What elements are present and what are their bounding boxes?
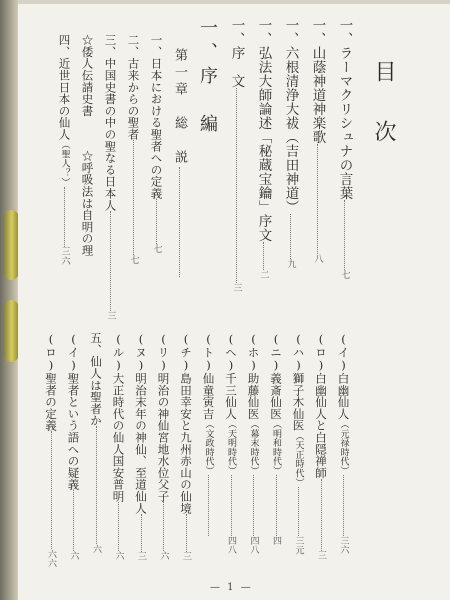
toc-entry-text: (ニ)義斎仙医 <box>269 332 283 420</box>
toc-entry: 一、ラーマクリシュナの言葉七 <box>336 18 353 280</box>
toc-entry-text: (イ)白幽仙人 <box>336 332 351 420</box>
leader-dots <box>253 475 254 536</box>
leader-dots <box>141 514 142 552</box>
toc-entry-text: (ハ)獅子木仙医 <box>291 332 306 432</box>
toc-entry-text: (ル)大正時代の仙人国安普明 <box>111 332 126 503</box>
leader-dots <box>118 502 119 551</box>
toc-entry-page: 三元 <box>293 536 304 555</box>
toc-entry <box>225 332 237 555</box>
section-four-heading: 四、近世日本の仙人（聖人？）三六 <box>57 34 72 266</box>
binder-ring <box>3 210 19 280</box>
toc-entry: 一、山蔭神道神楽歌八 <box>309 18 326 264</box>
toc-entry-era: （明和時代） <box>271 419 281 476</box>
part-heading: 一、序 編 <box>197 18 218 138</box>
toc-subentry: ☆倭人伝請史書 <box>80 34 95 117</box>
toc-entry: 一、序 文三 <box>228 18 245 293</box>
page-number: — 1 — <box>210 582 253 593</box>
toc-entry-era: （天正時代） <box>293 431 304 488</box>
toc-entry-era: （天明時代） <box>226 419 236 476</box>
toc-entry-text: (ロ)白幽仙人と白隠禅師 <box>314 332 328 479</box>
leader-dots <box>276 475 277 536</box>
toc-entry-page: 六 <box>158 551 169 561</box>
toc-entry: 一、日本における聖者への定義七 <box>149 34 164 254</box>
toc-entry <box>135 332 147 561</box>
toc-entry-text: (ロ)聖者の定義 <box>44 332 58 432</box>
toc-title: 目 次 <box>371 60 396 150</box>
toc-entry-era: （幕末時代） <box>248 419 259 476</box>
toc-entry <box>45 332 57 568</box>
toc-entry-text: (ホ)助藤仙医 <box>246 332 261 420</box>
toc-entry-page: 六六 <box>46 549 56 569</box>
leader-dots <box>231 475 232 536</box>
toc-entry-page: 六 <box>113 551 124 561</box>
leader-dots <box>73 490 74 551</box>
leader-dots <box>96 426 97 544</box>
toc-entry-page: 三六 <box>338 535 349 555</box>
toc-entry <box>112 332 124 561</box>
toc-entry-text: (ヌ)明治末年の神仙、至道仙人 <box>134 332 148 514</box>
leader-dots <box>163 502 164 551</box>
toc-entry-text: (ト)仙童寅吉 <box>201 332 216 420</box>
leader-dots <box>208 475 209 536</box>
toc-entry-page: 三 <box>181 551 191 561</box>
leader-dots <box>298 487 299 536</box>
toc-entry: 三、中国史書の中の聖なる日本人三 <box>103 34 118 321</box>
toc-entry <box>157 332 169 561</box>
toc-entry <box>337 332 349 555</box>
chapter-heading: 第一章 総 説 <box>173 48 186 277</box>
toc-entry-text: (ヘ)千三仙人 <box>224 332 238 420</box>
leader-dots <box>321 479 322 551</box>
toc-entry-text: 五、仙人は聖者か <box>89 332 103 427</box>
toc-entry: 一、六根清浄大祓（吉田神道）九 <box>282 18 299 269</box>
toc-subentry: ☆呼吸法は自明の理 <box>80 150 95 257</box>
toc-entry-text: (リ)明治の神仙宮地水位父子 <box>156 332 171 503</box>
toc-entry-page: 四八 <box>248 535 259 555</box>
toc-entry-page: 三 <box>316 550 326 560</box>
toc-entry <box>270 332 282 545</box>
toc-entry <box>292 332 304 555</box>
leader-dots <box>343 475 344 536</box>
toc-entry: 一、弘法大師論述「秘蔵宝鑰」序文二 <box>255 18 272 280</box>
leader-dots <box>51 431 52 549</box>
toc-entry-text: (イ)聖者という語への疑義 <box>66 332 81 491</box>
toc-entry-page: 四 <box>271 535 281 546</box>
toc-entry <box>202 332 214 536</box>
toc-entry-era: （文政時代） <box>203 419 214 476</box>
toc-entry-page: 六 <box>68 550 79 561</box>
toc-entry <box>67 332 79 560</box>
toc-entry-page: 三 <box>136 551 146 561</box>
toc-entry-text: (チ)島田幸安と九州赤山の仙境 <box>179 332 193 514</box>
leader-dots <box>186 514 187 552</box>
toc-entry <box>90 332 102 554</box>
toc-entry-page: 六 <box>91 544 101 554</box>
toc-entry-era: （元禄時代） <box>338 419 349 476</box>
toc-entry-page: 四八 <box>226 535 236 555</box>
binder-ring <box>3 300 19 362</box>
toc-entry <box>180 332 192 561</box>
toc-entry <box>247 332 259 555</box>
toc-entry <box>315 332 327 560</box>
toc-entry: 二、古来からの聖者七 <box>126 34 141 265</box>
